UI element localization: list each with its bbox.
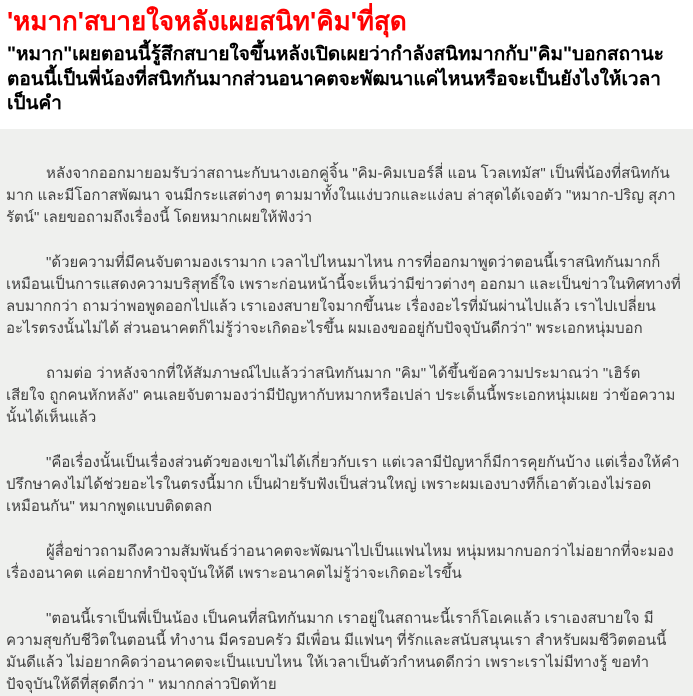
subheadline: "หมาก"เผยตอนนี้รู้สึกสบายใจขึ้นหลังเปิดเผยว่ากำลังสนิทมากกับ"คิม"บอกสถานะตอนนี้เป็นพี่น้องที่สนิทกันมากส่วนอนาคตจะพัฒนาแค่ไหนหรือจะเป็นยังไงให้เวลาเป็นคำ [7, 43, 664, 115]
article-body [0, 129, 693, 696]
article-paragraph: หลังจากออกมายอมรับว่าสถานะกับนางเอกคู่จิ้น "คิม-คิมเบอร์ลี่ แอน โวลเทมัส" เป็นพี่น้องที่สนิทกันมาก และมีโอกาสพัฒนา จนมีกระแสต่างๆ ตามมาทั้งในแง่บวกและแง่ลบ ล่าสุดได้เจอตัว "หมาก-ปริญ สุภารัตน์" เลยขอถามถึงเรื่องนี้ โดยหมากเผยให้ฟังว่า [6, 164, 676, 226]
article-paragraph: "ด้วยความที่มีคนจับตามองเรามาก เวลาไปไหนมาไหน การที่ออกมาพูดว่าตอนนี้เราสนิทกันมากก็เหมือนเป็นการแสดงความบริสุทธิ์ใจ เพราะก่อนหน้านี้จะเห็นว่ามีข่าวต่างๆ ออกมา และเป็นข่าวในทิศทางที่ลบมากกว่า ถามว่าพอพูดออกไปแล้ว เราเองสบายใจมากขึ้นนะ เรื่องอะไรที่มันผ่านไปแล้ว เราไปเปลี่ยนอะไรตรงนั้นไม่ได้ ส่วนอนาคตก็ไม่รู้ว่าจะเกิดอะไรขึ้น ผมเองขออยู่กับปัจจุบันดีกว่า" พระเอกหนุ่มบอก [6, 253, 681, 337]
headline: 'หมาก'สบายใจหลังเผยสนิท'คิม'ที่สุด [7, 6, 407, 36]
article-paragraph: "ตอนนี้เราเป็นพี่เป็นน้อง เป็นคนที่สนิทกันมาก เราอยู่ในสถานะนี้เราก็โอเคแล้ว เราเองสบายใจ มีความสุขกับชีวิตในตอนนี้ ทำงาน มีครอบครัว มีเพื่อน มีแฟนๆ ที่รักและสนับสนุนเรา สำหรับผมชีวิตตอนนี้มันดีแล้ว ไม่อยากคิดว่าอนาคตจะเป็นแบบไหน ให้เวลาเป็นตัวกำหนดดีกว่า เพราะเราไม่มีทางรู้ ขอทำปัจจุบันให้ดีที่สุดดีกว่า " หมากกล่าวปิดท้าย [6, 609, 667, 693]
article-header [0, 0, 693, 129]
article-paragraph: ถามต่อ ว่าหลังจากที่ให้สัมภาษณ์ไปแล้วว่าสนิทกันมาก "คิม" ได้ขึ้นข้อความประมาณว่า "เฮิร์ต เสียใจ ถูกคนหักหลัง" คนเลยจับตามองว่ามีปัญหากับหมากหรือเปล่า ประเด็นนี้พระเอกหนุ่มเผย ว่าข้อความนั้นได้เห็นแล้ว [6, 364, 676, 426]
article-paragraph: "คือเรื่องนั้นเป็นเรื่องส่วนตัวของเขาไม่ได้เกี่ยวกับเรา แต่เวลามีปัญหาก็มีการคุยกันบ้าง แต่เรื่องให้คำปรึกษาคงไม่ได้ช่วยอะไรในตรงนี้มาก เป็นฝ่ายรับฟังเป็นส่วนใหญ่ เพราะผมเองบางทีก็เอาตัวเองไม่รอดเหมือนกัน" หมากพูดแบบติดตลก [6, 453, 680, 515]
article-paragraph: ผู้สื่อข่าวถามถึงความสัมพันธ์ว่าอนาคตจะพัฒนาไปเป็นแฟนไหม หนุ่มหมากบอกว่าไม่อยากที่จะมองเรื่องอนาคต แค่อยากทำปัจจุบันให้ดี เพราะอนาคตไม่รู้ว่าจะเกิดอะไรขึ้น [6, 542, 674, 582]
